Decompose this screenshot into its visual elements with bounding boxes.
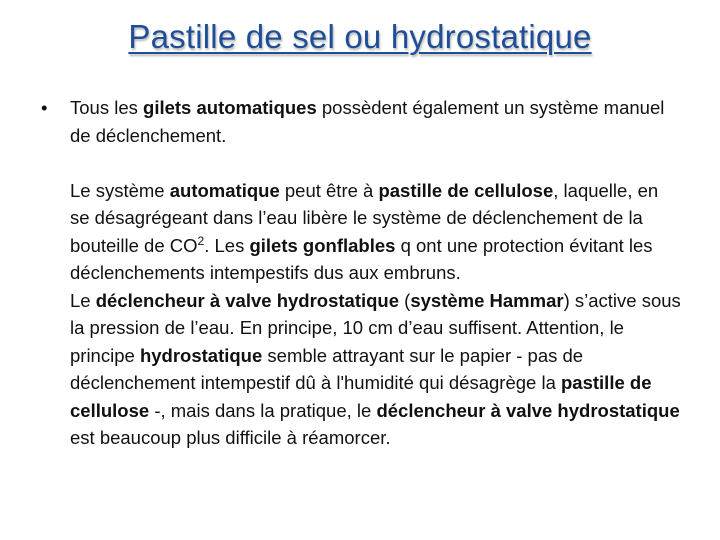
bold-text: pastille de cellulose (378, 179, 554, 201)
bold-text: automatique (169, 179, 280, 201)
bold-text: gilets gonflables (249, 234, 396, 256)
bullet-dot-icon: • (41, 97, 48, 118)
bold-text: gilets automatiques (143, 97, 317, 118)
bold-text: déclencheur à valve hydrostatique (376, 399, 680, 421)
text-run: semble attrayant sur le papier - pas de déclenchement intempestif dû à l'humidité qui désagrège la (70, 344, 584, 393)
text-run: ) s’active sous la pression de l’eau. En principe, 10 cm d’eau suffisent. Attention, le principe (70, 289, 681, 366)
bold-text: déclencheur à valve hydrostatique (95, 289, 400, 311)
bullet-item (41, 94, 682, 149)
bold-text: hydrostatique (139, 344, 263, 366)
text-run: est beaucoup plus difficile à réamorcer. (70, 427, 391, 448)
text-run: . Les (204, 234, 250, 256)
text-run: , laquelle, en se désagrégeant dans l’eau libère le système de déclenchement de la bouteille de CO (70, 179, 659, 256)
bold-text: système Hammar (410, 289, 564, 311)
text-run: Le (70, 289, 96, 311)
text-run: Le système (70, 179, 170, 201)
slide-title: Pastille de sel ou hydrostatique (128, 18, 592, 55)
slide-body (41, 94, 682, 452)
superscript-text: 2 (197, 233, 205, 248)
paragraph-1 (70, 97, 664, 146)
paragraph-3 (70, 287, 682, 452)
bold-text: pastille de cellulose (70, 372, 652, 421)
text-run: Tous les (70, 97, 144, 118)
text-run: peut être à (279, 179, 379, 201)
paragraph-2 (70, 177, 682, 287)
text-run: ( (399, 289, 411, 311)
text-run: -, mais dans la pratique, le (149, 399, 377, 421)
text-run: possèdent également un système manuel de déclenchement. (70, 97, 665, 146)
text-run: q ont une protection évitant les déclenchements intempestifs dus aux embruns. (70, 234, 653, 283)
paragraph-spacer (70, 149, 682, 177)
